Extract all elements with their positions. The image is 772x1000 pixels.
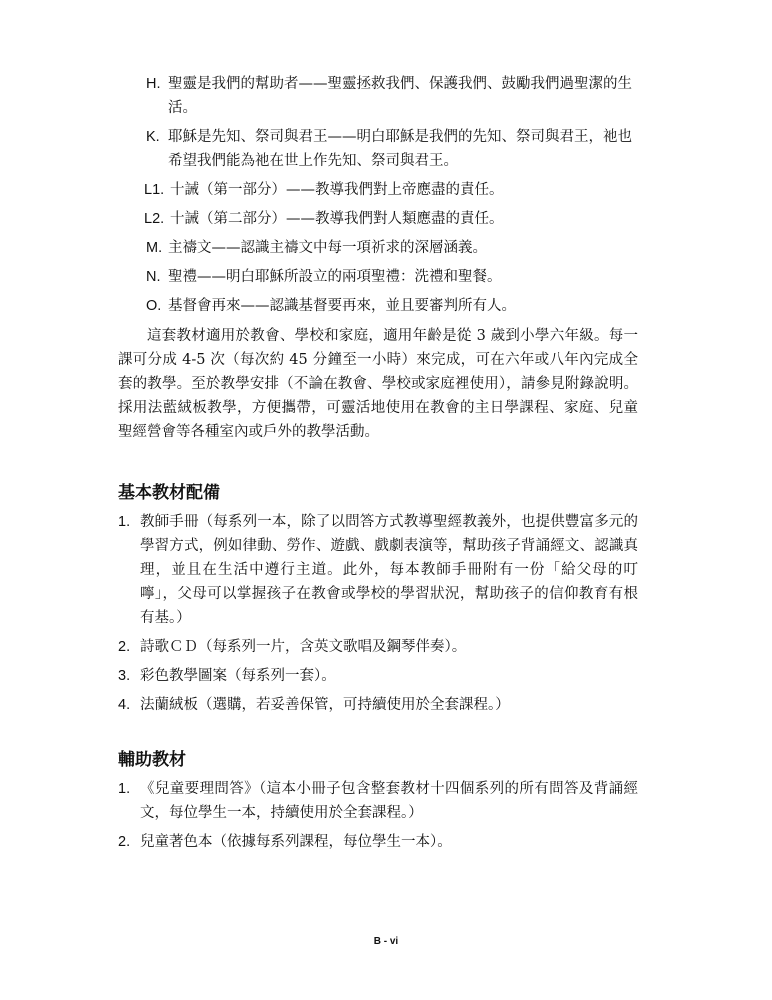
topic-list — [144, 72, 638, 323]
list-item — [118, 510, 638, 630]
item-number: 3. — [118, 668, 131, 684]
item-description: （選購，若妥善保管，可持續使用於全套課程。） — [198, 697, 510, 713]
item-description: （這本小冊子包含整套教材十四個系列的所有問答及背誦經文，每位學生一本，持續使用於全套課程。） — [140, 781, 639, 821]
topic-mark: K. — [146, 129, 160, 145]
item-description: （每系列一套）。 — [227, 668, 336, 684]
topic-item — [148, 125, 638, 173]
item-number: 4. — [118, 697, 131, 713]
supplementary-materials-list — [118, 777, 638, 859]
item-heading: 彩色教學圖案 — [140, 668, 227, 684]
item-heading: 教師手冊 — [140, 514, 199, 530]
basic-materials-heading: 基本教材配備 — [118, 483, 220, 503]
topic-item — [148, 294, 638, 318]
topic-item — [148, 236, 638, 260]
topic-mark: L1. — [144, 182, 165, 198]
topic-heading: 十誡（第二部分） — [170, 211, 286, 227]
item-description: （依據每系列課程，每位學生一本）。 — [212, 834, 452, 850]
topic-description: ——認識基督要再來，並且要審判所有人。 — [240, 298, 516, 314]
topic-description: ——明白耶穌所設立的兩項聖禮：洗禮和聖餐。 — [197, 269, 502, 285]
intro-paragraph: 這套教材適用於教會、學校和家庭，適用年齡是從 3 歲到小學六年級。每一課可分成 4-5 次（每次約 45 分鐘至一小時）來完成，可在六年或八年內完成全套的教學。至於教學安排（不論在教會、學校或家庭裡使用），請參見附錄說明。採用法藍絨板教學，方便攜帶，可靈活地使用在教會的主日學課程、家庭、兒童聖經營會等各種室內或戶外的教學活動。 — [118, 328, 638, 440]
topic-description: ——教導我們對上帝應盡的責任。 — [286, 182, 504, 198]
supplementary-materials-heading: 輔助教材 — [118, 750, 186, 770]
topic-mark: M. — [146, 240, 163, 256]
item-number: 2. — [118, 834, 131, 850]
item-description: （每系列一本，除了以問答方式教導聖經教義外，也提供豐富多元的學習方式，例如律動、勞作、遊戲、戲劇表演等，幫助孩子背誦經文、認識真理，並且在生活中遵行主道。此外，每本教師手冊附有一份「給父母的叮嚀」，父母可以掌握孩子在教會或學校的學習狀況，幫助孩子的信仰教育有根有基。） — [140, 514, 639, 626]
item-description: （每系列一片，含英文歌唱及鋼琴伴奏）。 — [198, 639, 467, 655]
item-heading: 詩歌ＣＤ — [140, 639, 198, 655]
topic-description: ——明白耶穌是我們的先知、祭司與君王，祂也希望我們能為祂在世上作先知、祭司與君王。 — [168, 129, 632, 169]
topic-item — [148, 72, 638, 120]
item-number: 1. — [118, 514, 131, 530]
topic-mark: N. — [146, 269, 161, 285]
page-number: B - vi — [373, 936, 399, 947]
list-item — [118, 830, 638, 854]
topic-heading: 聖靈是我們的幫助者 — [168, 76, 299, 92]
basic-materials-list — [118, 510, 638, 722]
item-heading: 兒童著色本 — [140, 834, 213, 850]
topic-item — [144, 178, 638, 202]
topic-description: ——教導我們對人類應盡的責任。 — [286, 211, 504, 227]
topic-heading: 聖禮 — [168, 269, 197, 285]
list-item — [118, 693, 638, 717]
list-item — [118, 777, 638, 825]
item-heading: 《兒童要理問答》 — [140, 781, 259, 797]
topic-description: ——聖靈拯救我們、保護我們、鼓勵我們過聖潔的生活。 — [168, 76, 632, 116]
item-heading: 法蘭絨板 — [140, 697, 198, 713]
topic-heading: 十誡（第一部分） — [170, 182, 286, 198]
topic-item — [144, 207, 638, 231]
item-number: 1. — [118, 781, 131, 797]
topic-description: ——認識主禱文中每一項祈求的深層涵義。 — [211, 240, 487, 256]
topic-heading: 主禱文 — [168, 240, 212, 256]
topic-heading: 基督會再來 — [168, 298, 241, 314]
list-item — [118, 664, 638, 688]
topic-heading: 耶穌是先知、祭司與君王 — [168, 129, 328, 145]
topic-mark: H. — [146, 76, 161, 92]
topic-mark: L2. — [144, 211, 165, 227]
topic-item — [148, 265, 638, 289]
topic-mark: O. — [146, 298, 162, 314]
list-item — [118, 635, 638, 659]
item-number: 2. — [118, 639, 131, 655]
